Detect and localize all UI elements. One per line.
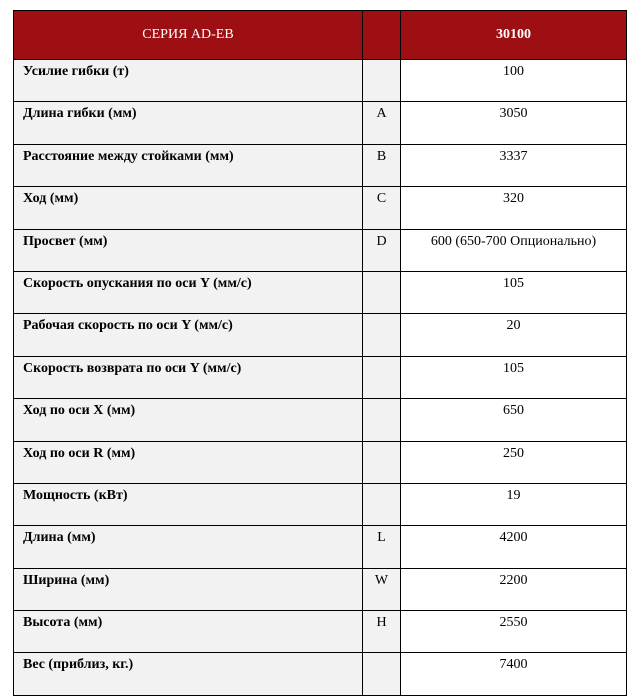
row-label: Расстояние между стойками (мм) <box>14 144 363 186</box>
row-value: 19 <box>401 483 627 525</box>
table-row <box>14 399 627 441</box>
row-code <box>363 271 401 313</box>
table-row <box>14 568 627 610</box>
row-value: 105 <box>401 356 627 398</box>
row-value: 250 <box>401 441 627 483</box>
row-code: A <box>363 102 401 144</box>
row-label: Длина (мм) <box>14 526 363 568</box>
table-header-row <box>14 11 627 60</box>
row-value: 2550 <box>401 611 627 653</box>
table-row <box>14 102 627 144</box>
row-value: 100 <box>401 60 627 102</box>
row-code <box>363 653 401 695</box>
row-value: 320 <box>401 187 627 229</box>
row-value: 3050 <box>401 102 627 144</box>
row-code <box>363 314 401 356</box>
row-code <box>363 441 401 483</box>
row-code <box>363 483 401 525</box>
row-value: 600 (650-700 Опционально) <box>401 229 627 271</box>
table-row <box>14 144 627 186</box>
row-value: 3337 <box>401 144 627 186</box>
row-label: Длина гибки (мм) <box>14 102 363 144</box>
row-value: 2200 <box>401 568 627 610</box>
row-label: Просвет (мм) <box>14 229 363 271</box>
row-code <box>363 399 401 441</box>
table-row <box>14 526 627 568</box>
row-label: Ход по оси X (мм) <box>14 399 363 441</box>
row-code: D <box>363 229 401 271</box>
row-label: Ход (мм) <box>14 187 363 229</box>
row-code: H <box>363 611 401 653</box>
model-title: 30100 <box>401 11 627 60</box>
table-row <box>14 611 627 653</box>
row-label: Мощность (кВт) <box>14 483 363 525</box>
specifications-table <box>13 10 627 696</box>
table-row <box>14 314 627 356</box>
row-label: Вес (приблиз, кг.) <box>14 653 363 695</box>
table-row <box>14 653 627 695</box>
row-label: Ход по оси R (мм) <box>14 441 363 483</box>
row-label: Ширина (мм) <box>14 568 363 610</box>
row-label: Усилие гибки (т) <box>14 60 363 102</box>
table-row <box>14 187 627 229</box>
row-value: 4200 <box>401 526 627 568</box>
row-value: 650 <box>401 399 627 441</box>
row-value: 20 <box>401 314 627 356</box>
series-title: СЕРИЯ AD-EB <box>14 11 363 60</box>
table-row <box>14 229 627 271</box>
row-code: B <box>363 144 401 186</box>
table-row <box>14 60 627 102</box>
row-label: Скорость возврата по оси Y (мм/с) <box>14 356 363 398</box>
row-label: Высота (мм) <box>14 611 363 653</box>
row-code <box>363 60 401 102</box>
row-code <box>363 356 401 398</box>
row-code: W <box>363 568 401 610</box>
table-row <box>14 483 627 525</box>
row-value: 7400 <box>401 653 627 695</box>
table-row <box>14 271 627 313</box>
code-column-header <box>363 11 401 60</box>
row-label: Скорость опускания по оси Y (мм/с) <box>14 271 363 313</box>
row-code: L <box>363 526 401 568</box>
table-row <box>14 441 627 483</box>
row-label: Рабочая скорость по оси Y (мм/с) <box>14 314 363 356</box>
row-code: C <box>363 187 401 229</box>
table-row <box>14 356 627 398</box>
row-value: 105 <box>401 271 627 313</box>
